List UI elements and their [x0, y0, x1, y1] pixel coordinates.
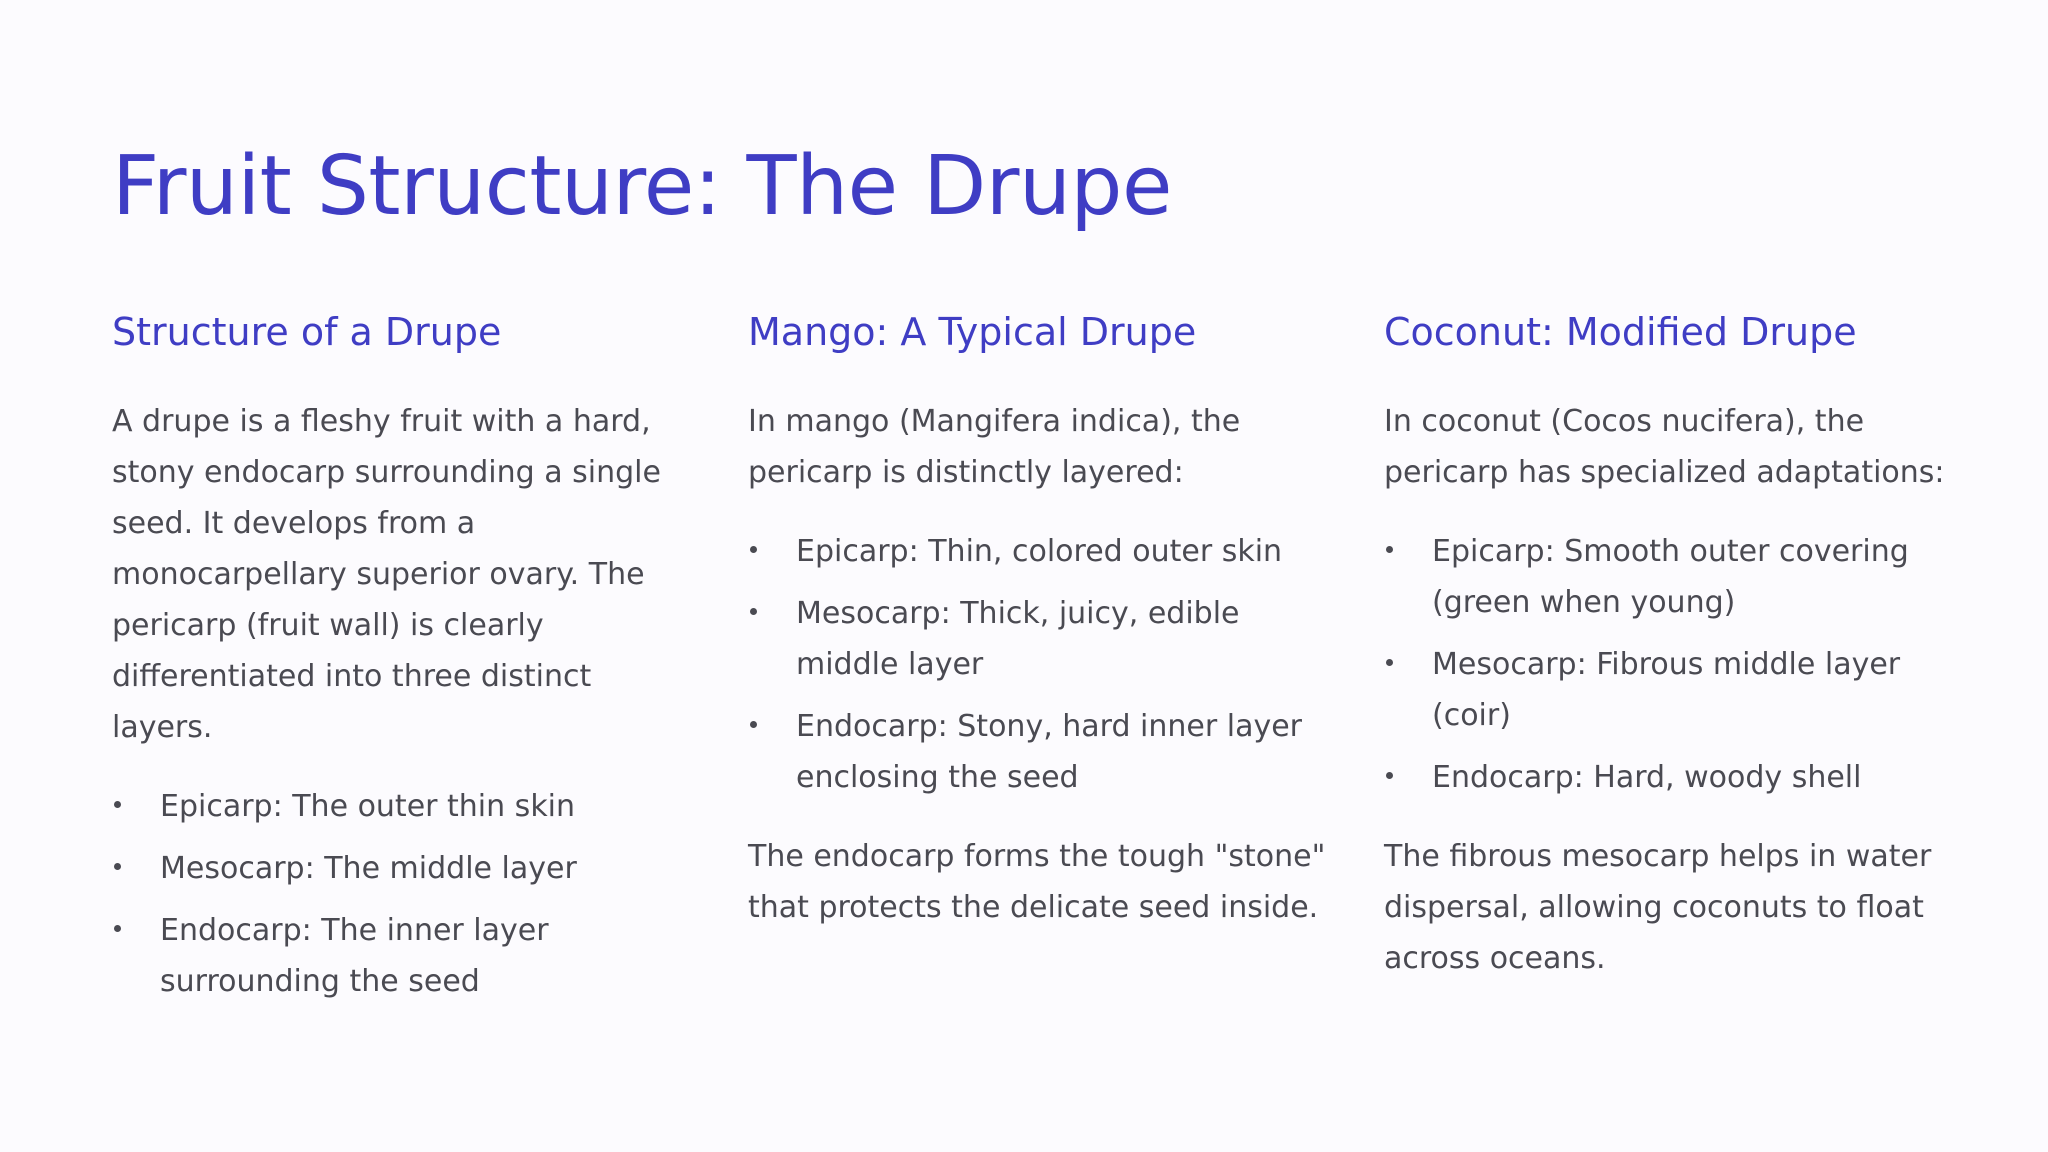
- list-item-text: Mesocarp: Fibrous middle layer (coir): [1432, 646, 1901, 733]
- column-outro: The endocarp forms the tough "stone" that protects the delicate seed inside.: [748, 838, 1326, 925]
- content-columns: [112, 310, 1945, 1035]
- list-item: [748, 526, 1328, 577]
- column-intro: In mango (Mangifera indica), the pericarp is distinctly layered:: [748, 403, 1241, 490]
- list-item-text: Epicarp: The outer thin skin: [160, 788, 576, 824]
- column-heading: Structure of a Drupe: [112, 310, 502, 355]
- column-intro: In coconut (Cocos nucifera), the pericarp has specialized adaptations:: [1384, 403, 1945, 490]
- list-item: [748, 701, 1328, 803]
- bullet-icon: [1386, 659, 1393, 666]
- bullet-icon: [750, 546, 757, 553]
- list-item-text: Mesocarp: Thick, juicy, edible middle layer: [796, 595, 1240, 682]
- list-item: [112, 905, 692, 1007]
- list-item-text: Endocarp: The inner layer surrounding the seed: [160, 912, 549, 999]
- bullet-icon: [1386, 772, 1393, 779]
- list-item-text: Epicarp: Thin, colored outer skin: [796, 533, 1283, 569]
- list-item: [748, 588, 1328, 690]
- column-coconut: [1384, 310, 2020, 1035]
- column-intro: A drupe is a fleshy fruit with a hard, stony endocarp surrounding a single seed. It develops from a monocarpellary superior ovary. The pericarp (fruit wall) is clearly differentiated into three distinct layers.: [112, 403, 661, 745]
- bullet-icon: [114, 863, 121, 870]
- bullet-list: [748, 526, 1328, 803]
- list-item-text: Endocarp: Hard, woody shell: [1432, 759, 1862, 795]
- column-mango: [748, 310, 1384, 1035]
- bullet-icon: [114, 925, 121, 932]
- bullet-icon: [1386, 546, 1393, 553]
- column-drupe-structure: [112, 310, 748, 1035]
- bullet-icon: [114, 801, 121, 808]
- list-item: [1384, 639, 1964, 741]
- slide-title: Fruit Structure: The Drupe: [112, 139, 1172, 234]
- bullet-list: [112, 781, 692, 1007]
- column-heading: Mango: A Typical Drupe: [748, 310, 1197, 355]
- list-item: [112, 781, 692, 832]
- column-outro: The fibrous mesocarp helps in water dispersal, allowing coconuts to float across oceans.: [1384, 838, 1932, 976]
- bullet-icon: [750, 608, 757, 615]
- list-item-text: Mesocarp: The middle layer: [160, 850, 577, 886]
- list-item: [112, 843, 692, 894]
- list-item-text: Epicarp: Smooth outer covering (green when young): [1432, 533, 1909, 620]
- bullet-list: [1384, 526, 1964, 803]
- list-item: [1384, 526, 1964, 628]
- column-heading: Coconut: Modified Drupe: [1384, 310, 1857, 355]
- bullet-icon: [750, 721, 757, 728]
- list-item: [1384, 752, 1964, 803]
- list-item-text: Endocarp: Stony, hard inner layer enclosing the seed: [796, 708, 1303, 795]
